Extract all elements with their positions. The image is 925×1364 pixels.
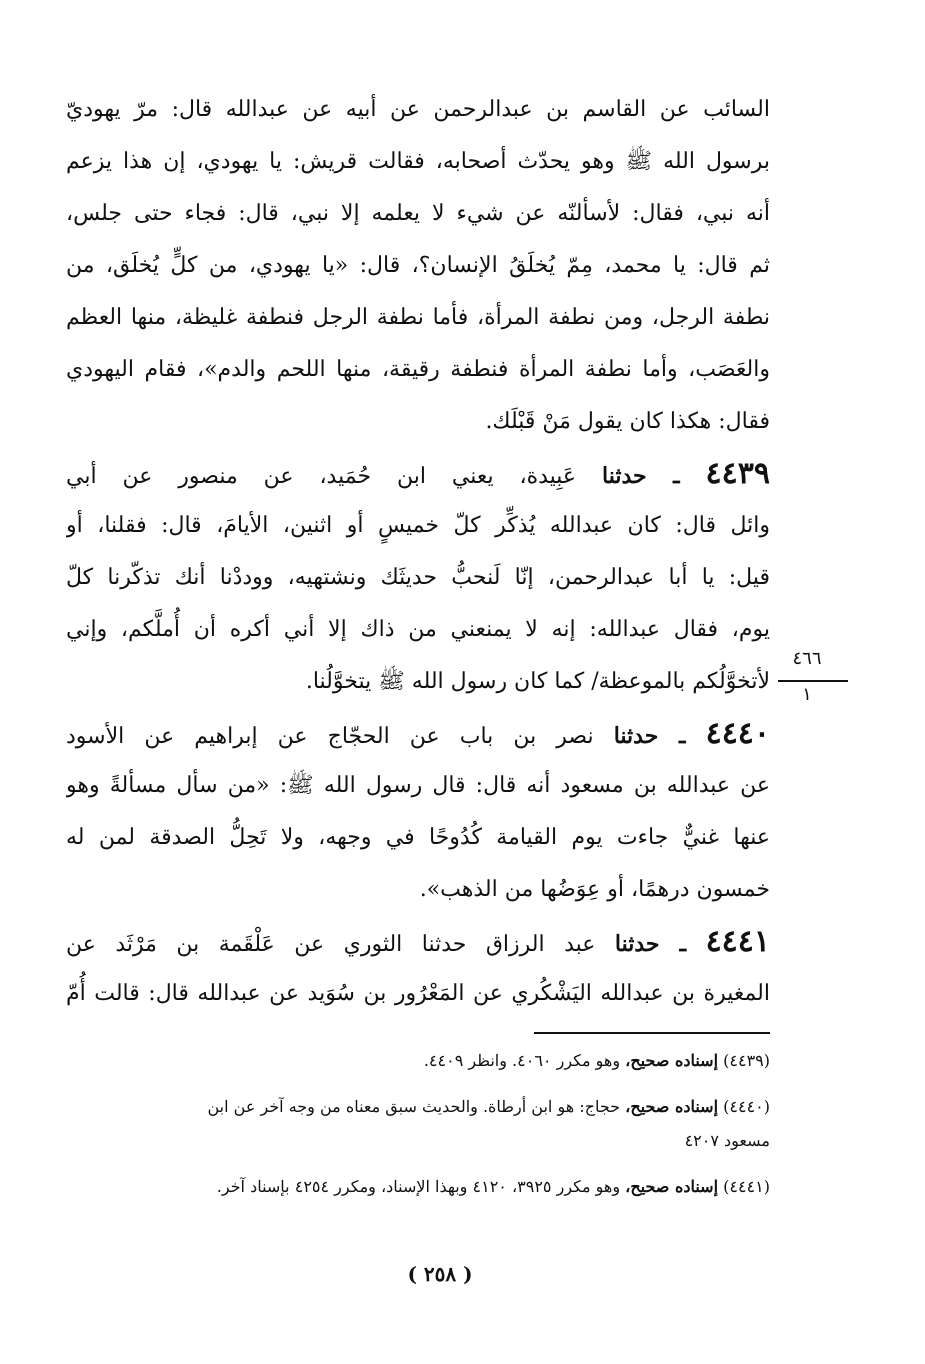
footnote-label: (٤٤٣٩)	[723, 1051, 770, 1070]
hadith-number: ٤٤٣٩	[705, 456, 770, 491]
footnote-4440-continuation: مسعود ٤٢٠٧	[684, 1131, 770, 1150]
text-line: أنه نبي، فقال: لأسألنّه عن شيء لا يعلمه إلا نبي، قال: فجاء حتى جلس،	[66, 201, 770, 226]
hadith-text: عَبِيدة، يعني ابن حُمَيد، عن منصور عن أبي	[66, 464, 577, 489]
hadith-lead: ـ حدثنا	[614, 931, 687, 957]
hadith-4439-first-line	[66, 448, 770, 500]
text-line: عن عبدالله بن مسعود أنه قال: قال رسول الله ﷺ: «من سأل مسألةً وهو	[66, 773, 770, 798]
text-line: نطفة الرجل، ومن نطفة المرأة، فأما نطفة الرجل فنطفة غليظة، منها العظم	[66, 305, 770, 330]
text-line: لأتخوَّلُكم بالموعظة/ كما كان رسول الله ﷺ يتخوَّلُنا.	[305, 669, 770, 694]
text-line: قيل: يا أبا عبدالرحمن، إنّا لَنحبُّ حديثَك ونشتهيه، ووددْنا أنك تذكّرنا كلّ	[66, 565, 770, 590]
hadith-lead: ـ حدثنا	[601, 463, 680, 489]
footnote-grade: إسناده صحيح،	[625, 1051, 719, 1070]
text-line: السائب عن القاسم بن عبدالرحمن عن أبيه عن عبدالله قال: مرّ يهوديّ	[66, 97, 770, 122]
hadith-4441-first-line	[66, 916, 770, 968]
text-line: عنها غنيٌّ جاءت يوم القيامة كُدُوحًا في وجهه، ولا تَحِلُّ الصدقة لمن له	[66, 825, 770, 850]
text-line: وائل قال: كان عبدالله يُذكِّر كلّ خميسٍ أو اثنين، الأيامَ، قال: فقلنا، أو	[66, 513, 770, 538]
main-text	[66, 84, 770, 1020]
text-line: فقال: هكذا كان يقول مَنْ قَبْلَك.	[485, 409, 770, 434]
text-line: ثم قال: يا محمد، مِمّ يُخلَقُ الإنسان؟، قال: «يا يهودي، من كلٍّ يُخلَق، من	[66, 253, 770, 278]
footnote-text: حجاج: هو ابن أرطاة. والحديث سبق معناه من وجه آخر عن ابن	[207, 1097, 621, 1116]
footnote-grade: إسناده صحيح،	[625, 1097, 719, 1116]
margin-rule	[778, 680, 848, 682]
text-line: يوم، فقال عبدالله: إنه لا يمنعني من ذاك إلا أني أكره أن أُملَّكم، وإني	[66, 617, 770, 642]
text-line: والعَصَب، وأما نطفة المرأة فنطفة رقيقة، منها اللحم والدم»، فقام اليهودي	[66, 357, 770, 382]
footnote-label: (٤٤٤٠)	[723, 1097, 770, 1116]
hadith-number: ٤٤٤٠	[705, 716, 770, 751]
footnote-text: وهو مكرر ٣٩٢٥، ٤١٢٠ وبهذا الإسناد، ومكرر ٤٢٥٤ بإسناد آخر.	[216, 1177, 621, 1196]
footnote-separator	[534, 1032, 770, 1034]
hadith-number: ٤٤٤١	[705, 924, 770, 959]
footnote-4439	[66, 1044, 770, 1078]
footnote-grade: إسناده صحيح،	[625, 1177, 719, 1196]
margin-volume-page: ٤٦٦	[792, 648, 822, 669]
text-line: المغيرة بن عبدالله اليَشْكُري عن المَعْرُور بن سُوَيد عن عبدالله قال: قالت أُمّ	[66, 981, 770, 1006]
text-line: خمسون درهمًا، أو عِوَضُها من الذهب».	[419, 877, 770, 902]
footnote-4441	[66, 1170, 770, 1204]
hadith-4440-first-line	[66, 708, 770, 760]
hadith-lead: ـ حدثنا	[613, 723, 686, 749]
footnote-label: (٤٤٤١)	[723, 1177, 770, 1196]
text-line: برسول الله ﷺ وهو يحدّث أصحابه، فقالت قريش: يا يهودي، إن هذا يزعم	[66, 149, 770, 174]
footnote-text: وهو مكرر ٤٠٦٠. وانظر ٤٤٠٩.	[423, 1051, 621, 1070]
footnotes	[66, 1044, 770, 1204]
page-number: ( ٢٥٨ )	[407, 1262, 473, 1286]
hadith-text: عبد الرزاق حدثنا الثوري عن عَلْقَمة بن مَرْثَد عن	[66, 932, 596, 957]
hadith-text: نصر بن باب عن الحجّاج عن إبراهيم عن الأسود	[66, 724, 594, 749]
footnote-4440	[66, 1090, 770, 1124]
margin-part: ١	[802, 684, 812, 705]
